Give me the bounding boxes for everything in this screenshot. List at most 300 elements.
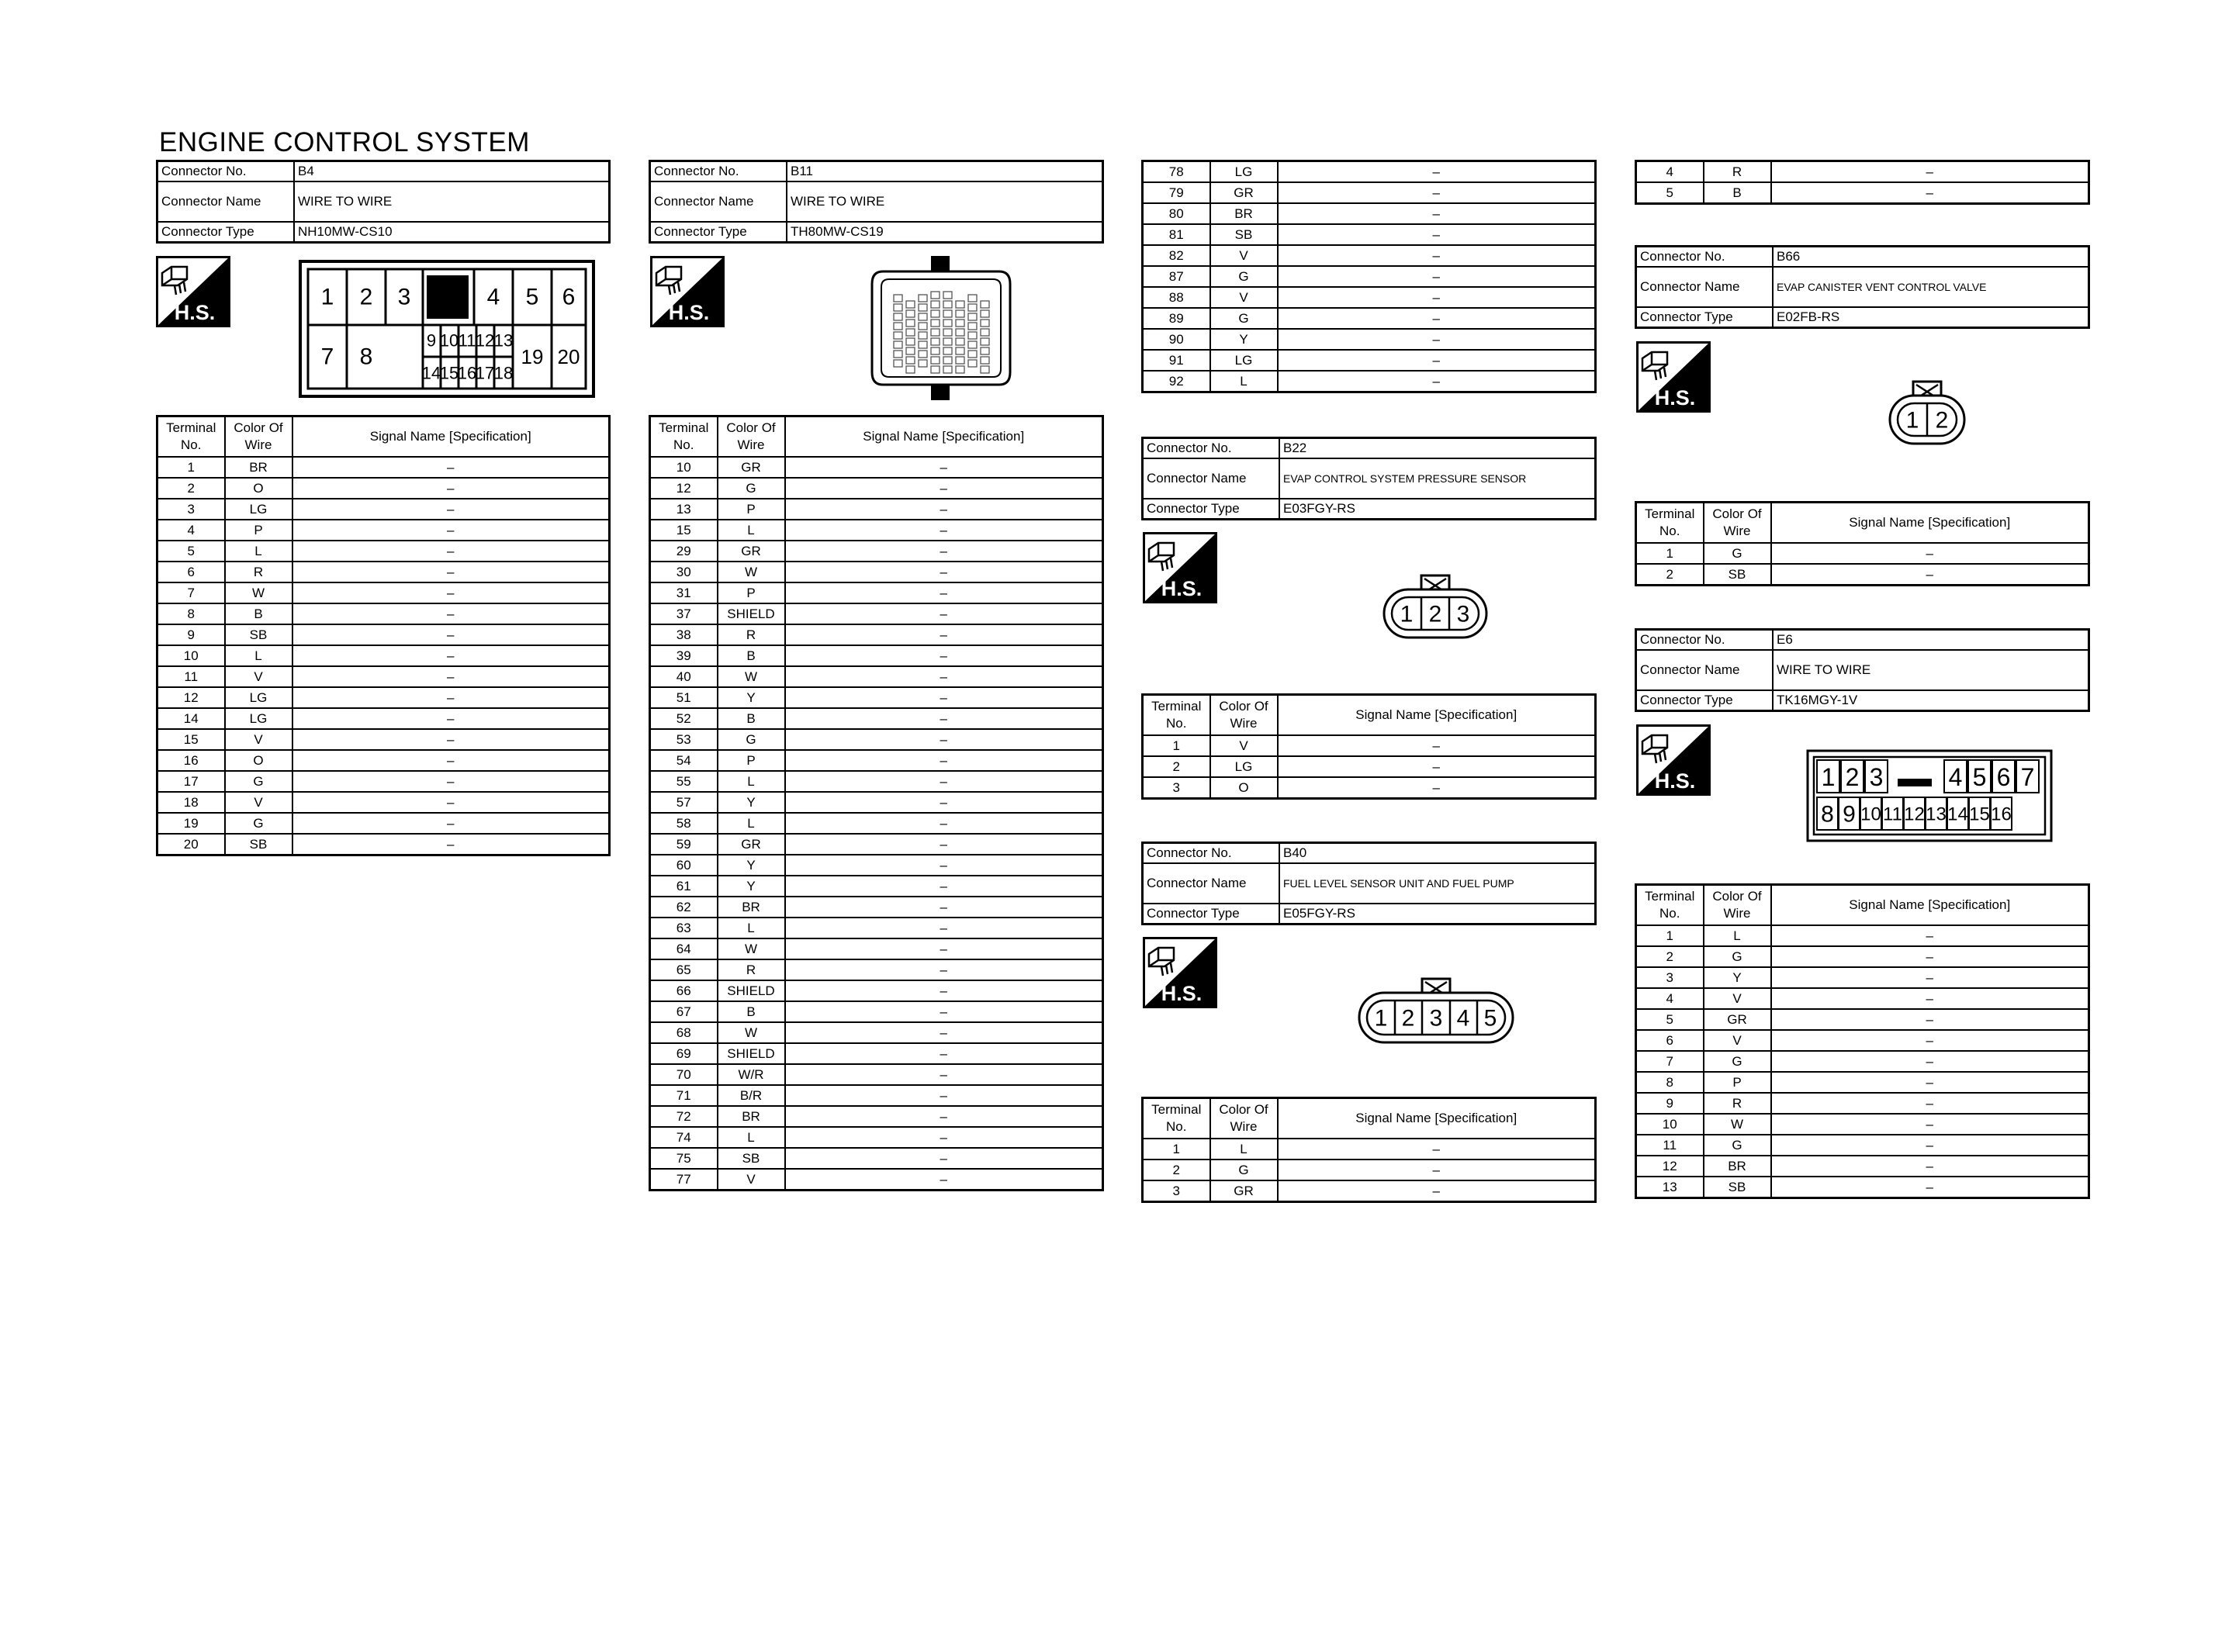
signal-name-cell: – <box>292 582 610 603</box>
wire-color-cell: B <box>1704 182 1771 204</box>
terminal-no-cell: 3 <box>1143 777 1210 799</box>
wire-color-cell: O <box>225 750 292 771</box>
table-row <box>650 938 1103 959</box>
pin-number-label: 6 <box>1996 763 2011 791</box>
terminal-no-cell: 7 <box>1636 1051 1704 1072</box>
table-row <box>157 687 610 708</box>
table-row <box>650 813 1103 834</box>
signal-name-cell: – <box>785 562 1103 582</box>
table-row <box>157 750 610 771</box>
wire-color-cell: LG <box>1210 161 1278 183</box>
table-row <box>157 834 610 855</box>
table-row <box>1636 988 2089 1009</box>
table-row <box>650 1169 1103 1191</box>
harness-side-icon <box>1636 341 1711 413</box>
signal-name-header: Signal Name [Specification] <box>1278 695 1596 736</box>
terminal-no-cell: 69 <box>650 1043 718 1064</box>
signal-name-cell: – <box>785 478 1103 499</box>
terminal-no-cell: 79 <box>1143 182 1210 203</box>
pin-number-label: 14 <box>421 363 441 383</box>
color-of-wire-header: Color Of Wire <box>1210 695 1278 736</box>
signal-name-cell: – <box>785 959 1103 980</box>
pin-number-label: 4 <box>1456 1005 1470 1032</box>
signal-name-cell: – <box>1771 1177 2089 1198</box>
wire-color-cell: G <box>225 771 292 792</box>
terminal-no-cell: 1 <box>1143 1139 1210 1160</box>
table-row <box>157 813 610 834</box>
terminal-no-cell: 6 <box>1636 1030 1704 1051</box>
wire-color-cell: L <box>225 645 292 666</box>
table-row <box>1636 543 2089 564</box>
connector-type-label: Connector Type <box>1143 904 1280 924</box>
signal-name-cell: – <box>1278 161 1596 183</box>
table-row <box>1636 946 2089 967</box>
terminal-no-cell: 77 <box>650 1169 718 1191</box>
signal-name-cell: – <box>1771 1156 2089 1177</box>
pin-number-label: 18 <box>493 363 514 383</box>
terminal-no-cell: 10 <box>1636 1114 1704 1135</box>
terminal-no-cell: 15 <box>157 729 225 750</box>
pin-number-label: 1 <box>1821 763 1836 791</box>
signal-name-cell: – <box>1771 1051 2089 1072</box>
signal-name-cell: – <box>1771 543 2089 564</box>
signal-name-cell: – <box>1771 1009 2089 1030</box>
signal-name-cell: – <box>292 687 610 708</box>
wire-color-cell: Y <box>718 792 785 813</box>
table-row <box>1143 1160 1596 1180</box>
connector-e6-info <box>1635 628 2090 712</box>
terminal-no-cell: 74 <box>650 1127 718 1148</box>
terminal-no-cell: 11 <box>1636 1135 1704 1156</box>
pin-number-label: 1 <box>1374 1005 1388 1032</box>
pin-number-label: 5 <box>1483 1005 1497 1032</box>
wire-color-cell: P <box>225 520 292 541</box>
terminal-no-cell: 8 <box>1636 1072 1704 1093</box>
terminal-no-cell: 53 <box>650 729 718 750</box>
wire-color-cell: B <box>718 1001 785 1022</box>
signal-name-cell: – <box>1278 777 1596 799</box>
connector-name-value: WIRE TO WIRE <box>787 181 1103 222</box>
connector-type-value: E02FB-RS <box>1773 307 2089 328</box>
table-row <box>650 729 1103 750</box>
table-row <box>1143 182 1596 203</box>
terminal-no-cell: 2 <box>1143 1160 1210 1180</box>
wire-color-cell: P <box>718 582 785 603</box>
table-row <box>1143 266 1596 287</box>
signal-name-cell: – <box>785 938 1103 959</box>
signal-name-cell: – <box>785 645 1103 666</box>
wire-color-cell: Y <box>1210 329 1278 350</box>
table-row <box>650 750 1103 771</box>
terminal-no-cell: 40 <box>650 666 718 687</box>
wire-color-cell: L <box>718 1127 785 1148</box>
signal-name-cell: – <box>292 750 610 771</box>
table-row <box>157 729 610 750</box>
pin-number-label: 16 <box>457 363 477 383</box>
wire-color-cell: V <box>718 1169 785 1191</box>
signal-name-cell: – <box>1771 1114 2089 1135</box>
pin-number-label: 6 <box>562 284 576 310</box>
table-row <box>650 603 1103 624</box>
signal-name-cell: – <box>1278 1160 1596 1180</box>
signal-name-cell: – <box>1771 1072 2089 1093</box>
terminal-no-cell: 1 <box>1636 925 1704 946</box>
wire-color-cell: SB <box>1704 1177 1771 1198</box>
connector-type-value: NH10MW-CS10 <box>294 222 610 243</box>
table-row <box>1636 1009 2089 1030</box>
connector-no-label: Connector No. <box>1143 438 1280 459</box>
connector-e6-face-diagram <box>1806 749 2053 842</box>
terminal-no-cell: 92 <box>1143 371 1210 392</box>
pin-number-label: 9 <box>1843 801 1856 828</box>
signal-name-cell: – <box>785 750 1103 771</box>
signal-name-cell: – <box>785 729 1103 750</box>
wire-color-cell: G <box>1210 308 1278 329</box>
terminal-no-cell: 13 <box>1636 1177 1704 1198</box>
connector-type-label: Connector Type <box>1636 690 1774 711</box>
table-row <box>1143 777 1596 799</box>
connector-name-label: Connector Name <box>1636 267 1774 307</box>
table-row <box>650 520 1103 541</box>
table-row <box>1143 308 1596 329</box>
table-row <box>157 603 610 624</box>
connector-b11-face-diagram <box>867 254 1015 402</box>
table-row <box>1143 161 1596 183</box>
signal-name-cell: – <box>292 666 610 687</box>
wire-color-cell: W <box>225 582 292 603</box>
wire-color-cell: B <box>225 603 292 624</box>
pin-number-label: 2 <box>1428 601 1442 627</box>
terminal-no-cell: 78 <box>1143 161 1210 183</box>
table-row <box>1636 161 2089 183</box>
terminal-no-cell: 64 <box>650 938 718 959</box>
table-row <box>650 478 1103 499</box>
wire-color-cell: Y <box>718 876 785 897</box>
wire-color-cell: V <box>1704 1030 1771 1051</box>
pin-number-label: 7 <box>320 344 334 370</box>
connector-no-label: Connector No. <box>1636 247 1774 268</box>
table-row <box>1143 371 1596 392</box>
pin-number-label: 2 <box>359 284 373 310</box>
wire-color-cell: P <box>718 750 785 771</box>
pin-number-label: 3 <box>1456 601 1470 627</box>
terminal-no-cell: 88 <box>1143 287 1210 308</box>
wire-color-cell: W <box>718 562 785 582</box>
wire-color-cell: V <box>1210 735 1278 756</box>
harness-side-icon <box>1143 532 1217 603</box>
terminal-no-cell: 5 <box>1636 182 1704 204</box>
signal-name-cell: – <box>785 687 1103 708</box>
pin-number-label: 5 <box>1972 763 1987 791</box>
table-row <box>1636 1135 2089 1156</box>
connector-name-label: Connector Name <box>1143 863 1280 904</box>
table-row <box>157 582 610 603</box>
terminal-no-cell: 55 <box>650 771 718 792</box>
pin-number-label: 13 <box>1926 804 1947 825</box>
terminal-no-cell: 51 <box>650 687 718 708</box>
terminal-no-cell: 62 <box>650 897 718 918</box>
connector-b40-pin-table <box>1141 1097 1597 1203</box>
signal-name-header: Signal Name [Specification] <box>292 416 610 458</box>
wire-color-cell: L <box>1210 1139 1278 1160</box>
wire-color-cell: L <box>1210 371 1278 392</box>
terminal-no-cell: 29 <box>650 541 718 562</box>
terminal-no-cell: 12 <box>650 478 718 499</box>
connector-b4-pin-table <box>156 415 611 856</box>
wire-color-cell: R <box>718 959 785 980</box>
signal-name-cell: – <box>1771 988 2089 1009</box>
harness-side-icon <box>650 256 725 327</box>
table-row <box>1636 925 2089 946</box>
wire-color-cell: V <box>1210 287 1278 308</box>
connector-no-label: Connector No. <box>1143 843 1280 864</box>
signal-name-cell: – <box>1278 329 1596 350</box>
connector-type-label: Connector Type <box>1143 499 1280 520</box>
wire-color-cell: SHIELD <box>718 1043 785 1064</box>
pin-number-label: 10 <box>1860 804 1881 825</box>
terminal-no-cell: 75 <box>650 1148 718 1169</box>
hs-badge: H.S. <box>1654 769 1696 793</box>
terminal-no-header: Terminal No. <box>1636 503 1704 544</box>
hs-badge: H.S. <box>174 301 216 324</box>
table-row <box>650 1085 1103 1106</box>
table-row <box>650 959 1103 980</box>
wire-color-cell: P <box>718 499 785 520</box>
connector-b22-face-diagram <box>1381 572 1490 642</box>
signal-name-cell: – <box>785 520 1103 541</box>
terminal-no-header: Terminal No. <box>157 416 225 458</box>
connector-type-value: TK16MGY-1V <box>1773 690 2089 711</box>
pin-number-label: 20 <box>557 345 580 368</box>
terminal-no-cell: 4 <box>157 520 225 541</box>
signal-name-cell: – <box>1771 1030 2089 1051</box>
pin-number-label: 3 <box>397 284 411 310</box>
table-row <box>1143 350 1596 371</box>
terminal-no-cell: 70 <box>650 1064 718 1085</box>
terminal-no-cell: 80 <box>1143 203 1210 224</box>
connector-no-label: Connector No. <box>1636 630 1774 651</box>
terminal-no-cell: 3 <box>1636 967 1704 988</box>
connector-b66-face-diagram <box>1887 378 1967 448</box>
wire-color-cell: O <box>225 478 292 499</box>
connector-name-label: Connector Name <box>1143 458 1280 499</box>
wire-color-cell: W <box>718 938 785 959</box>
table-row <box>650 666 1103 687</box>
table-row <box>1143 245 1596 266</box>
terminal-no-cell: 12 <box>1636 1156 1704 1177</box>
terminal-no-cell: 66 <box>650 980 718 1001</box>
color-of-wire-header: Color Of Wire <box>225 416 292 458</box>
terminal-no-cell: 60 <box>650 855 718 876</box>
hs-badge: H.S. <box>1161 577 1203 600</box>
table-row <box>1143 756 1596 777</box>
signal-name-cell: – <box>1278 245 1596 266</box>
hs-badge: H.S. <box>1654 386 1696 410</box>
table-row <box>1143 329 1596 350</box>
connector-name-value: EVAP CONTROL SYSTEM PRESSURE SENSOR <box>1279 458 1596 499</box>
terminal-no-cell: 10 <box>650 457 718 478</box>
signal-name-header: Signal Name [Specification] <box>1278 1098 1596 1139</box>
pin-number-label: 1 <box>1400 601 1414 627</box>
signal-name-cell: – <box>785 897 1103 918</box>
table-row <box>1636 1093 2089 1114</box>
wire-color-cell: SB <box>1704 564 1771 586</box>
signal-name-cell: – <box>1278 1139 1596 1160</box>
connector-name-label: Connector Name <box>1636 650 1774 690</box>
wire-color-cell: SB <box>1210 224 1278 245</box>
terminal-no-cell: 52 <box>650 708 718 729</box>
pin-number-label: 2 <box>1401 1005 1415 1032</box>
table-row <box>1143 287 1596 308</box>
signal-name-cell: – <box>1278 1180 1596 1202</box>
pin-number-label: 8 <box>359 344 373 370</box>
table-row <box>650 645 1103 666</box>
wire-color-cell: L <box>718 520 785 541</box>
terminal-no-cell: 81 <box>1143 224 1210 245</box>
wire-color-cell: GR <box>1210 1180 1278 1202</box>
table-row <box>650 1106 1103 1127</box>
wire-color-cell: SB <box>225 834 292 855</box>
terminal-no-cell: 31 <box>650 582 718 603</box>
pin-number-label: 7 <box>2020 763 2035 791</box>
terminal-no-cell: 2 <box>1636 564 1704 586</box>
terminal-no-cell: 18 <box>157 792 225 813</box>
pin-number-label: 2 <box>1935 407 1949 434</box>
table-row <box>650 499 1103 520</box>
pin-number-label: 16 <box>1991 804 2012 825</box>
table-row <box>650 834 1103 855</box>
pin-number-label: 9 <box>426 330 437 351</box>
table-row <box>650 855 1103 876</box>
table-row <box>157 562 610 582</box>
connector-b11-pin-table <box>649 415 1104 1191</box>
table-row <box>650 876 1103 897</box>
table-row <box>1636 1114 2089 1135</box>
wire-color-cell: G <box>1210 266 1278 287</box>
terminal-no-cell: 58 <box>650 813 718 834</box>
signal-name-cell: – <box>785 1043 1103 1064</box>
terminal-no-cell: 15 <box>650 520 718 541</box>
wire-color-cell: LG <box>225 708 292 729</box>
signal-name-cell: – <box>1278 371 1596 392</box>
connector-e6-pin-table <box>1635 883 2090 1199</box>
connector-b22-info <box>1141 437 1597 520</box>
terminal-no-cell: 17 <box>157 771 225 792</box>
color-of-wire-header: Color Of Wire <box>718 416 785 458</box>
signal-name-cell: – <box>1771 1093 2089 1114</box>
pin-number-label: 15 <box>439 363 459 383</box>
pin-number-label: 11 <box>458 330 476 351</box>
signal-name-cell: – <box>1278 182 1596 203</box>
hs-badge: H.S. <box>668 301 710 324</box>
wire-color-cell: W <box>718 666 785 687</box>
terminal-no-cell: 13 <box>650 499 718 520</box>
signal-name-cell: – <box>785 541 1103 562</box>
signal-name-cell: – <box>785 708 1103 729</box>
wire-color-cell: W <box>1704 1114 1771 1135</box>
connector-no-label: Connector No. <box>157 161 295 182</box>
table-row <box>157 541 610 562</box>
color-of-wire-header: Color Of Wire <box>1704 885 1771 926</box>
terminal-no-cell: 61 <box>650 876 718 897</box>
wire-color-cell: G <box>225 813 292 834</box>
table-row <box>650 771 1103 792</box>
terminal-no-cell: 16 <box>157 750 225 771</box>
terminal-no-cell: 5 <box>1636 1009 1704 1030</box>
signal-name-cell: – <box>785 771 1103 792</box>
table-row <box>1636 1177 2089 1198</box>
wire-color-cell: V <box>225 792 292 813</box>
wire-color-cell: LG <box>1210 350 1278 371</box>
pin-number-label: 17 <box>475 363 495 383</box>
wire-color-cell: L <box>718 771 785 792</box>
terminal-no-cell: 59 <box>650 834 718 855</box>
terminal-no-cell: 57 <box>650 792 718 813</box>
signal-name-cell: – <box>1278 308 1596 329</box>
connector-name-label: Connector Name <box>650 181 787 222</box>
table-row <box>650 1022 1103 1043</box>
signal-name-cell: – <box>292 520 610 541</box>
wire-color-cell: B <box>718 645 785 666</box>
table-row <box>157 645 610 666</box>
wire-color-cell: BR <box>1704 1156 1771 1177</box>
wire-color-cell: W/R <box>718 1064 785 1085</box>
signal-name-cell: – <box>292 478 610 499</box>
color-of-wire-header: Color Of Wire <box>1704 503 1771 544</box>
table-row <box>650 1127 1103 1148</box>
signal-name-cell: – <box>785 834 1103 855</box>
table-row <box>1636 564 2089 586</box>
signal-name-cell: – <box>292 624 610 645</box>
signal-name-cell: – <box>292 813 610 834</box>
signal-name-cell: – <box>1278 287 1596 308</box>
terminal-no-cell: 82 <box>1143 245 1210 266</box>
wire-color-cell: W <box>718 1022 785 1043</box>
terminal-no-cell: 6 <box>157 562 225 582</box>
connector-name-value: WIRE TO WIRE <box>1773 650 2089 690</box>
signal-name-cell: – <box>292 729 610 750</box>
signal-name-cell: – <box>1771 1135 2089 1156</box>
signal-name-cell: – <box>1771 161 2089 183</box>
terminal-no-cell: 4 <box>1636 161 1704 183</box>
wire-color-cell: V <box>1210 245 1278 266</box>
pin-number-label: 12 <box>1904 804 1925 825</box>
table-row <box>1143 735 1596 756</box>
terminal-no-header: Terminal No. <box>650 416 718 458</box>
terminal-no-cell: 2 <box>1636 946 1704 967</box>
pin-number-label: 3 <box>1429 1005 1443 1032</box>
table-row <box>157 792 610 813</box>
terminal-no-cell: 1 <box>157 457 225 478</box>
signal-name-cell: – <box>785 792 1103 813</box>
table-row <box>650 980 1103 1001</box>
terminal-no-cell: 1 <box>1143 735 1210 756</box>
wire-color-cell: G <box>1210 1160 1278 1180</box>
table-row <box>1636 1156 2089 1177</box>
table-row <box>1143 224 1596 245</box>
connector-type-label: Connector Type <box>1636 307 1774 328</box>
signal-name-cell: – <box>292 771 610 792</box>
table-row <box>650 457 1103 478</box>
wire-color-cell: Y <box>718 687 785 708</box>
terminal-no-cell: 38 <box>650 624 718 645</box>
terminal-no-cell: 3 <box>157 499 225 520</box>
wire-color-cell: L <box>718 813 785 834</box>
wire-color-cell: LG <box>1210 756 1278 777</box>
wire-color-cell: P <box>1704 1072 1771 1093</box>
wire-color-cell: R <box>1704 161 1771 183</box>
terminal-no-cell: 90 <box>1143 329 1210 350</box>
